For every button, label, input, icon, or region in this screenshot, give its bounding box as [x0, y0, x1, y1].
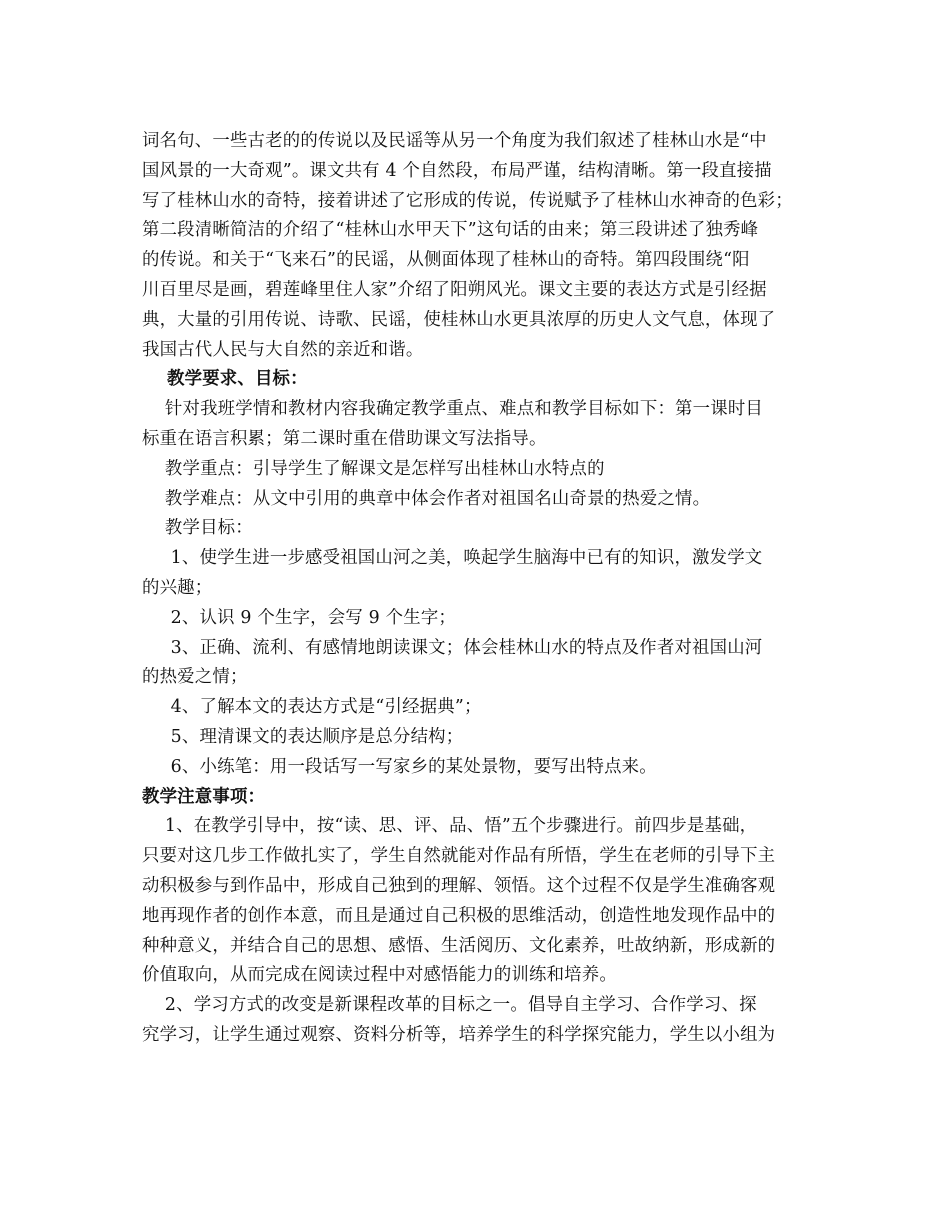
text-line: 标重在语言积累；第二课时重在借助课文写法指导。 — [142, 429, 547, 449]
text-line: 写了桂林山水的奇特，接着讲述了它形成的传说，传说赋予了桂林山水神奇的色彩； — [142, 190, 793, 211]
text-line: 国风景的一大奇观”。课文共有 4 个自然段，布局严谨，结构清晰。第一段直接描 — [142, 160, 772, 181]
text-line: 动积极参与到作品中，形成自己独到的理解、领悟。这个过程不仅是学生准确客观 — [142, 876, 776, 896]
text-line: 只要对这几步工作做扎实了，学生自然就能对作品有所悟，学生在老师的引导下主 — [142, 846, 776, 867]
text-line: 针对我班学情和教材内容我确定教学重点、难点和教学目标如下：第一课时目 — [142, 399, 763, 420]
text-line: 教学目标： — [142, 518, 253, 539]
text-line: 第二段清晰简洁的介绍了“桂林山水甲天下”这句话的由来；第三段讲述了独秀峰 — [142, 220, 759, 241]
text-line: 6、小练笔：用一段话写一写家乡的某处景物，要写出特点来。 — [142, 756, 657, 777]
text-line: 地再现作者的创作本意，而且是通过自己积极的思维活动，创造性地发现作品中的 — [142, 905, 776, 926]
section-heading: 教学要求、目标： — [142, 369, 308, 390]
text-line: 我国古代人民与大自然的亲近和谐。 — [142, 339, 424, 360]
text-line: 的兴趣； — [142, 578, 213, 598]
text-line: 2、学习方式的改变是新课程改革的目标之一。倡导自主学习、合作学习、探 — [142, 995, 757, 1016]
text-line: 种种意义，并结合自己的思想、感悟、生活阅历、文化素养，吐故纳新，形成新的 — [142, 935, 776, 956]
text-line: 价值取向，从而完成在阅读过程中对感悟能力的训练和培养。 — [142, 965, 617, 986]
text-line: 1、使学生进一步感受祖国山河之美，唤起学生脑海中已有的知识，激发学文 — [142, 548, 763, 569]
text-line: 的传说。和关于“飞来石”的民谣，从侧面体现了桂林山的奇特。第四段围绕“阳 — [142, 250, 750, 271]
text-line: 5、理清课文的表达顺序是总分结构； — [142, 727, 464, 747]
text-line: 究学习，让学生通过观察、资料分析等，培养学生的科学探究能力，学生以小组为 — [142, 1025, 776, 1045]
text-line: 教学难点：从文中引用的典章中体会作者对祖国名山奇景的热爱之情。 — [142, 488, 711, 509]
text-line: 典，大量的引用传说、诗歌、民谣，使桂林山水更具浓厚的历史人文气息，体现了 — [142, 309, 776, 330]
text-line: 2、认识 9 个生字，会写 9 个生字； — [142, 607, 457, 628]
text-line: 词名句、一些古老的的传说以及民谣等从另一个角度为我们叙述了桂林山水是“中 — [142, 131, 767, 151]
text-line: 1、在教学引导中，按“读、思、评、品、悟”五个步骤进行。前四步是基础， — [142, 816, 758, 837]
text-line: 教学重点：引导学生了解课文是怎样写出桂林山水特点的 — [142, 458, 605, 479]
text-line: 4、了解本文的表达方式是“引经据典”； — [142, 697, 482, 718]
text-line: 川百里尽是画，碧莲峰里住人家”介绍了阳朔风光。课文主要的表达方式是引经据 — [142, 280, 767, 300]
section-heading: 教学注意事项： — [142, 786, 266, 807]
text-line: 的热爱之情； — [142, 667, 248, 688]
text-line: 3、正确、流利、有感情地朗读课文；体会桂林山水的特点及作者对祖国山河 — [142, 637, 763, 658]
